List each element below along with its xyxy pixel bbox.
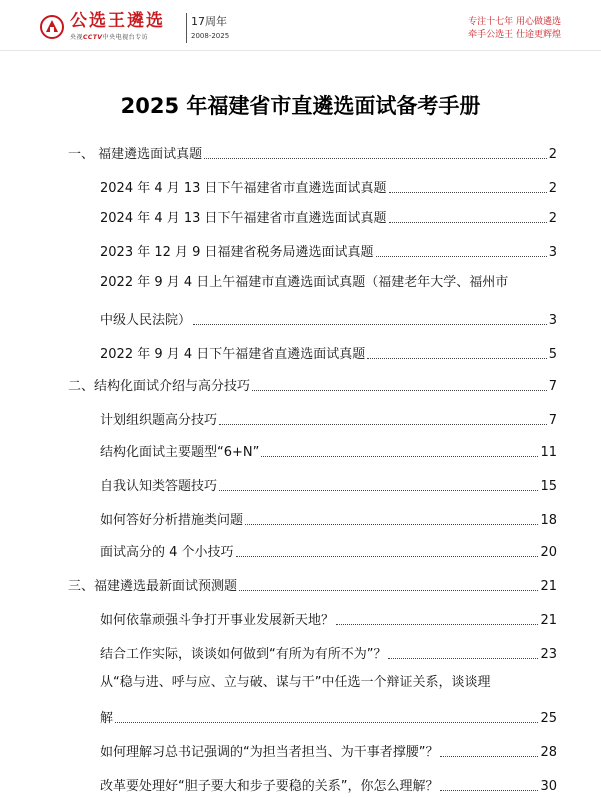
toc-entry[interactable] bbox=[100, 706, 557, 728]
toc-entry-title: 三、福建遴选最新面试预测题 bbox=[68, 579, 238, 594]
toc-dot-leader bbox=[252, 390, 547, 391]
seal-logo-icon bbox=[40, 14, 64, 40]
toc-entry[interactable] bbox=[100, 408, 557, 430]
toc-page-number: 5 bbox=[548, 347, 557, 362]
toc-dot-leader bbox=[204, 158, 547, 159]
toc-dot-leader bbox=[193, 324, 547, 325]
toc-entry[interactable] bbox=[68, 142, 557, 164]
toc-page-number: 21 bbox=[540, 579, 557, 594]
toc-entry[interactable] bbox=[100, 206, 557, 228]
toc-dot-leader bbox=[261, 456, 538, 457]
brand-sub-suffix: 中央电视台专访 bbox=[102, 34, 149, 41]
toc-page-number: 25 bbox=[540, 711, 557, 726]
toc-entry[interactable] bbox=[100, 508, 557, 530]
toc-entry-title: 二、结构化面试介绍与高分技巧 bbox=[68, 379, 251, 394]
toc-dot-leader bbox=[389, 222, 547, 223]
brand-subtitle bbox=[70, 34, 148, 42]
toc-entry-title: 2024 年 4 月 13 日下午福建省市直遴选面试真题 bbox=[100, 211, 387, 226]
toc-dot-leader bbox=[219, 424, 547, 425]
toc-entry-title: 一、 福建遴选面试真题 bbox=[68, 147, 203, 162]
toc-entry[interactable] bbox=[100, 308, 557, 330]
toc-entry[interactable] bbox=[100, 474, 557, 496]
toc-entry-title: 解 bbox=[100, 711, 114, 726]
toc-entry[interactable] bbox=[100, 342, 557, 364]
header-divider bbox=[186, 13, 187, 43]
toc-dot-leader bbox=[115, 722, 538, 723]
slogan-line-1: 专注十七年 用心做遴选 bbox=[468, 17, 561, 27]
brand-name: 公选王遴选 bbox=[70, 11, 165, 31]
toc-entry-title: 自我认知类答题技巧 bbox=[100, 479, 218, 494]
toc-page-number: 23 bbox=[540, 647, 557, 662]
toc-entry-title: 如何理解习总书记强调的“为担当者担当、为干事者撑腰”？ bbox=[100, 745, 439, 760]
toc-entry-title: 结构化面试主要题型“6+N” bbox=[100, 445, 260, 460]
toc-entry-title: 改革要处理好“胆子要大和步子要稳的关系”，你怎么理解？ bbox=[100, 779, 439, 794]
toc-dot-leader bbox=[388, 658, 538, 659]
toc-entry-title: 2022 年 9 月 4 日下午福建省直遴选面试真题 bbox=[100, 347, 366, 362]
toc-entry-title: 中级人民法院） bbox=[100, 313, 192, 328]
toc-entry[interactable] bbox=[100, 608, 557, 630]
toc-page-number: 3 bbox=[548, 313, 557, 328]
toc-page-number: 3 bbox=[548, 245, 557, 260]
toc-page-number: 20 bbox=[540, 545, 557, 560]
toc-entry-title: 计划组织题高分技巧 bbox=[100, 413, 218, 428]
toc-entry[interactable] bbox=[68, 374, 557, 396]
toc-dot-leader bbox=[219, 490, 538, 491]
toc-entry-title: 如何答好分析措施类问题 bbox=[100, 513, 244, 528]
cctv-mark: CCTV bbox=[83, 34, 103, 41]
toc-page-number: 28 bbox=[540, 745, 557, 760]
brand-sub-prefix: 央视 bbox=[70, 34, 84, 41]
toc-entry[interactable] bbox=[100, 774, 557, 796]
toc-entry[interactable] bbox=[100, 642, 557, 664]
toc-dot-leader bbox=[239, 590, 538, 591]
toc-entry[interactable] bbox=[100, 240, 557, 262]
toc-dot-leader bbox=[389, 192, 547, 193]
toc-dot-leader bbox=[376, 256, 547, 257]
toc-dot-leader bbox=[245, 524, 538, 525]
toc-entry-title: 如何依靠顽强斗争打开事业发展新天地？ bbox=[100, 613, 335, 628]
toc-page-number: 21 bbox=[540, 613, 557, 628]
toc-entry[interactable] bbox=[68, 574, 557, 596]
toc-entry-title: 结合工作实际，谈谈如何做到“有所为有所不为”？ bbox=[100, 647, 387, 662]
page-header bbox=[0, 0, 601, 48]
toc-entry-title: 2023 年 12 月 9 日福建省税务局遴选面试真题 bbox=[100, 245, 374, 260]
toc-page-number: 7 bbox=[548, 413, 557, 428]
toc-dot-leader bbox=[440, 790, 538, 791]
toc-page-number: 2 bbox=[548, 181, 557, 196]
toc-entry[interactable] bbox=[100, 740, 557, 762]
slogan-line-2: 牵手公选王 仕途更辉煌 bbox=[468, 30, 561, 40]
anniversary-label: 17周年 bbox=[191, 15, 227, 28]
toc-dot-leader bbox=[236, 556, 539, 557]
toc-page-number: 18 bbox=[540, 513, 557, 528]
document-title: 2025 年福建省市直遴选面试备考手册 bbox=[120, 94, 481, 118]
toc-dot-leader bbox=[440, 756, 538, 757]
toc-entry-line[interactable]: 从“稳与进、呼与应、立与破、谋与干”中任选一个辩证关系，谈谈理 bbox=[100, 675, 491, 690]
toc-entry-title: 面试高分的 4 个小技巧 bbox=[100, 545, 234, 560]
toc-page-number: 11 bbox=[540, 445, 557, 460]
toc-page-number: 15 bbox=[540, 479, 557, 494]
header-rule bbox=[0, 50, 601, 51]
toc-page-number: 2 bbox=[548, 211, 557, 226]
toc-entry-title: 2024 年 4 月 13 日下午福建省市直遴选面试真题 bbox=[100, 181, 387, 196]
toc-entry[interactable] bbox=[100, 176, 557, 198]
toc-dot-leader bbox=[336, 624, 538, 625]
toc-entry[interactable] bbox=[100, 540, 557, 562]
toc-page-number: 30 bbox=[540, 779, 557, 794]
toc-entry[interactable] bbox=[100, 440, 557, 462]
toc-page-number: 2 bbox=[548, 147, 557, 162]
anniversary-years: 2008-2025 bbox=[191, 32, 230, 40]
toc-page-number: 7 bbox=[548, 379, 557, 394]
toc-dot-leader bbox=[367, 358, 546, 359]
toc-entry-line[interactable]: 2022 年 9 月 4 日上午福建市直遴选面试真题（福建老年大学、福州市 bbox=[100, 275, 509, 290]
